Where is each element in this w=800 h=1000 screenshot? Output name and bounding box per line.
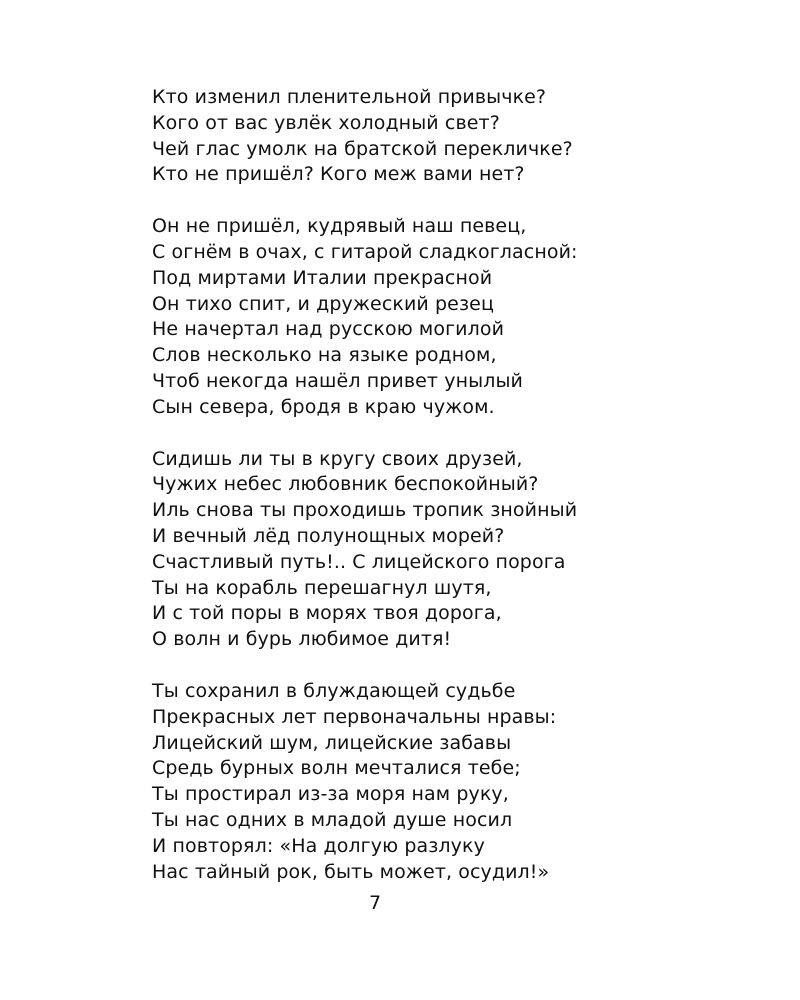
poem-line: Под миртами Италии прекрасной — [152, 266, 493, 289]
poem-line: Иль снова ты проходишь тропик знойный — [152, 499, 578, 522]
poem-line: Счастливый путь!.. С лицейского порога — [152, 550, 566, 573]
poem-line: Чей глас умолк на братской перекличке? — [152, 137, 573, 160]
poem-line: Кого от вас увлёк холодный свет? — [152, 111, 500, 134]
poem-line: Нас тайный рок, быть может, осудил!» — [152, 860, 550, 883]
poem-line: И с той поры в морях твоя дорога, — [152, 602, 502, 625]
stanza-2 — [152, 214, 712, 420]
poem-text — [152, 85, 712, 911]
poem-line: С огнём в очах, с гитарой сладкогласной: — [152, 240, 578, 263]
stanza-3 — [152, 447, 712, 653]
poem-line: Он не пришёл, кудрявый наш певец, — [152, 215, 527, 238]
poem-line: Средь бурных волн мечталися тебе; — [152, 757, 521, 780]
poem-line: Не начертал над русскою могилой — [152, 318, 505, 341]
page-number: 7 — [368, 892, 382, 914]
poem-line: Кто не пришёл? Кого меж вами нет? — [152, 163, 525, 186]
poem-line: И вечный лёд полунощных морей? — [152, 524, 505, 547]
poem-line: Чтоб некогда нашёл привет унылый — [152, 369, 523, 392]
stanza-1 — [152, 85, 712, 188]
poem-line: Лицейский шум, лицейские забавы — [152, 731, 512, 754]
poem-line: О волн и бурь любимое дитя! — [152, 628, 452, 651]
poem-line: Кто изменил пленительной привычке? — [152, 86, 547, 108]
poem-line: Чужих небес любовник беспокойный? — [152, 473, 539, 496]
poem-line: Ты простирал из-за моря нам руку, — [152, 783, 509, 806]
poem-line: Слов несколько на языке родном, — [152, 344, 497, 367]
poem-line: Ты нас одних в младой душе носил — [152, 808, 513, 831]
poem-line: Он тихо спит, и дружеский резец — [152, 292, 494, 315]
poem-line: Сидишь ли ты в кругу своих друзей, — [152, 447, 523, 470]
stanza-4 — [152, 679, 712, 885]
poem-line: Ты на корабль перешагнул шутя, — [152, 576, 492, 599]
poem-line: Сын севера, бродя в краю чужом. — [152, 395, 495, 418]
poem-line: И повторял: «На долгую разлуку — [152, 834, 485, 857]
poem-line: Ты сохранил в блуждающей судьбе — [152, 679, 516, 702]
poem-line: Прекрасных лет первоначальны нравы: — [152, 705, 557, 728]
